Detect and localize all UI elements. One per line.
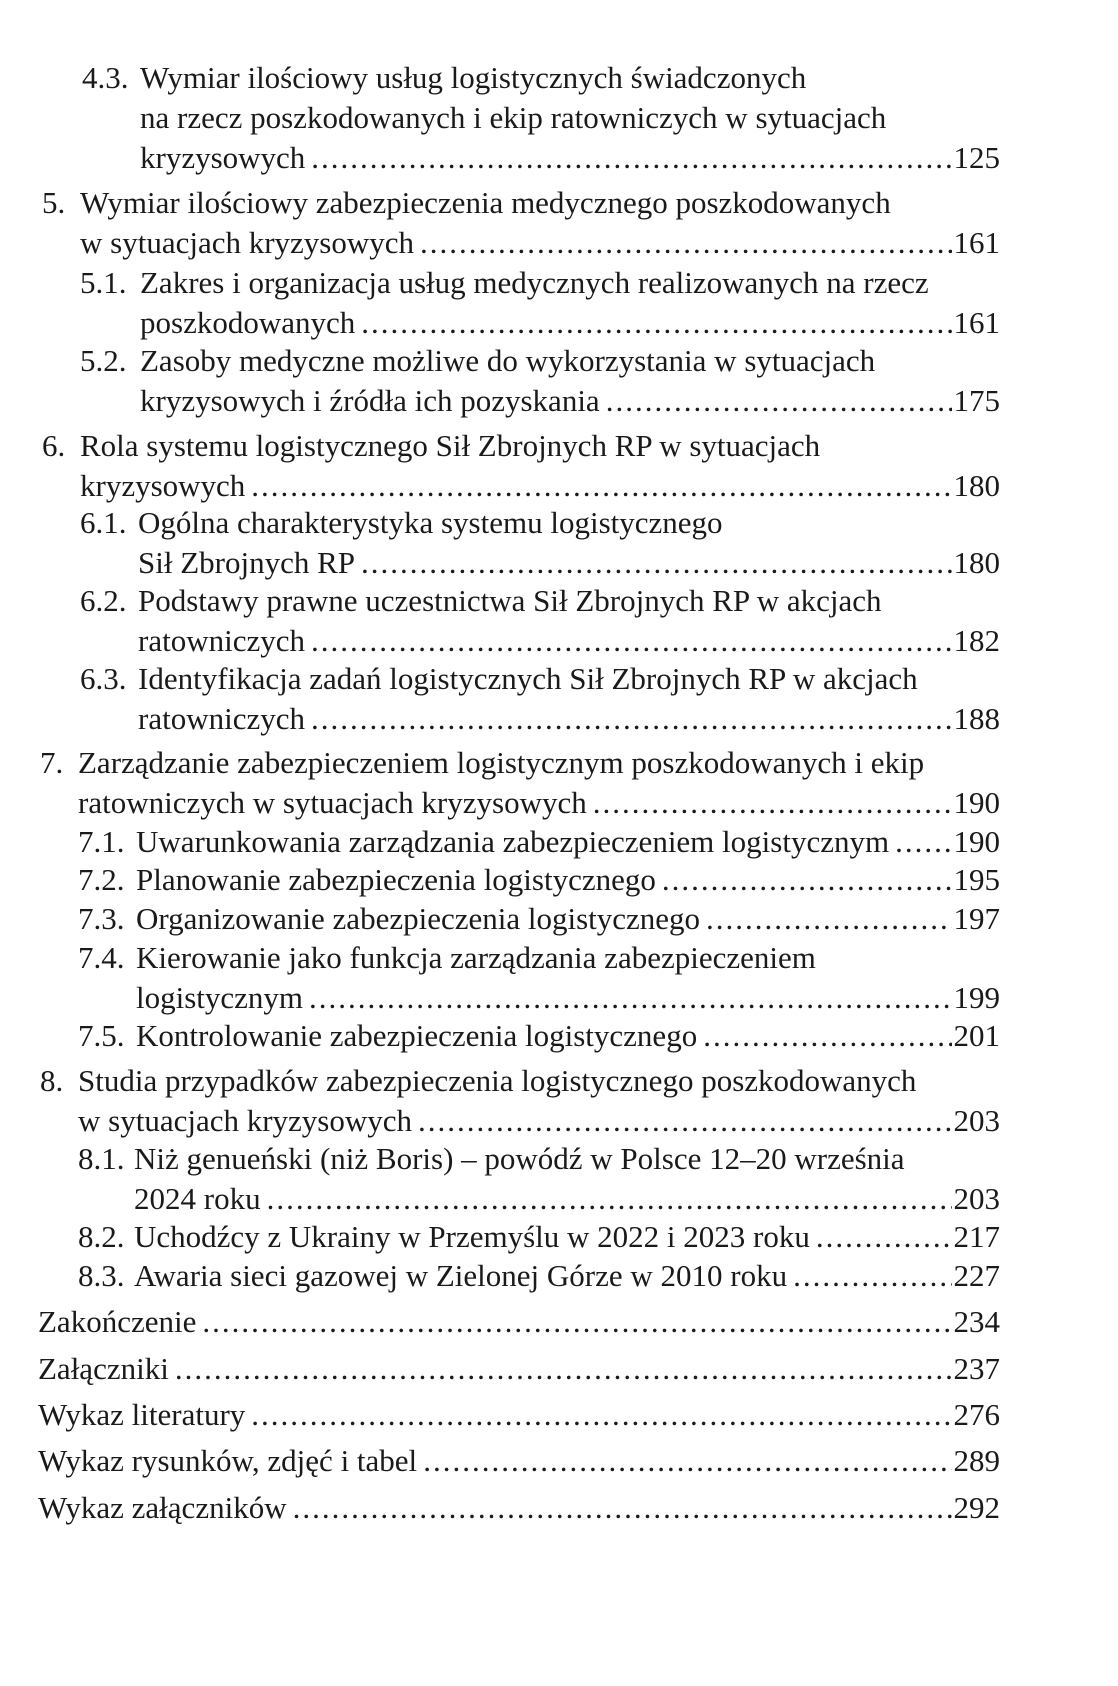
page-number: 217 bbox=[953, 1219, 1000, 1254]
toc-entry-wykaz-literatury[interactable] bbox=[0, 1395, 1118, 1435]
entry-number: 7.5. bbox=[78, 1018, 125, 1053]
entry-title-last-line: w sytuacjach kryzysowych bbox=[78, 1103, 413, 1138]
page-number: 180 bbox=[953, 545, 1000, 580]
page-number: 161 bbox=[953, 305, 1000, 340]
dot-leader bbox=[311, 138, 951, 178]
entry-title-last-line: Sił Zbrojnych RP bbox=[138, 545, 356, 580]
entry-title-last-line: Wykaz literatury bbox=[38, 1397, 246, 1432]
dot-leader bbox=[293, 1488, 952, 1528]
toc-entry-4-3[interactable] bbox=[0, 58, 1118, 178]
page-number: 195 bbox=[953, 862, 1000, 897]
page-number: 161 bbox=[953, 225, 1000, 260]
toc-entry-7-2[interactable] bbox=[0, 860, 1118, 900]
dot-leader bbox=[593, 783, 952, 823]
entry-title-line: Niż genueński (niż Boris) – powódź w Polsce 12–20 września bbox=[134, 1141, 905, 1176]
entry-title-last-line: logistycznym bbox=[136, 980, 304, 1015]
entry-title-last-line: Załączniki bbox=[38, 1351, 169, 1386]
entry-title-last-line: 2024 roku bbox=[134, 1181, 261, 1216]
entry-title-last-line: Planowanie zabezpieczenia logistycznego bbox=[136, 862, 656, 897]
entry-title-line: Rola systemu logistycznego Sił Zbrojnych RP w sytuacjach bbox=[80, 428, 821, 463]
dot-leader bbox=[703, 1016, 951, 1056]
entry-number: 7.2. bbox=[78, 862, 125, 897]
page-number: 289 bbox=[953, 1443, 1000, 1478]
entry-title-last-line: poszkodowanych bbox=[140, 305, 356, 340]
entry-number: 6.1. bbox=[80, 505, 127, 540]
page-number: 180 bbox=[953, 468, 1000, 503]
toc-entry-7-4[interactable] bbox=[0, 938, 1118, 1018]
entry-number: 5.2. bbox=[80, 343, 127, 378]
entry-title-last-line: Organizowanie zabezpieczenia logistycznego bbox=[136, 901, 701, 936]
entry-number: 7.3. bbox=[78, 901, 125, 936]
entry-title-last-line: Zakończenie bbox=[38, 1304, 197, 1339]
toc-entry-5[interactable] bbox=[0, 183, 1118, 263]
entry-title-last-line: kryzysowych bbox=[80, 468, 246, 503]
page-number: 197 bbox=[953, 901, 1000, 936]
dot-leader bbox=[311, 699, 952, 739]
dot-leader bbox=[606, 381, 952, 421]
entry-title-last-line: ratowniczych w sytuacjach kryzysowych bbox=[78, 785, 587, 820]
toc-entry-zalaczniki[interactable] bbox=[0, 1349, 1118, 1389]
entry-title-line: Wymiar ilościowy zabezpieczenia medycznego poszkodowanych bbox=[80, 185, 891, 220]
page-number: 125 bbox=[953, 140, 1000, 175]
page-number: 190 bbox=[953, 785, 1000, 820]
toc-entry-6-1[interactable] bbox=[0, 503, 1118, 583]
dot-leader bbox=[420, 223, 951, 263]
entry-title-last-line: ratowniczych bbox=[138, 701, 305, 736]
page-number: 190 bbox=[953, 824, 1000, 859]
page-number: 292 bbox=[953, 1490, 1000, 1525]
entry-number: 4.3. bbox=[82, 60, 129, 95]
toc-entry-wykaz-rysunkow[interactable] bbox=[0, 1441, 1118, 1481]
toc-entry-8-3[interactable] bbox=[0, 1256, 1118, 1296]
dot-leader bbox=[309, 978, 951, 1018]
entry-title-line: Ogólna charakterystyka systemu logistycznego bbox=[138, 505, 723, 540]
entry-title-line: Zasoby medyczne możliwe do wykorzystania w sytuacjach bbox=[140, 343, 876, 378]
entry-title-last-line: Wykaz rysunków, zdjęć i tabel bbox=[38, 1443, 418, 1478]
page-number: 227 bbox=[953, 1258, 1000, 1293]
entry-number: 8.2. bbox=[78, 1219, 125, 1254]
entry-title-line: Zarządzanie zabezpieczeniem logistycznym poszkodowanych i ekip bbox=[78, 745, 925, 780]
entry-title-last-line: ratowniczych bbox=[138, 623, 305, 658]
toc-entry-zakonczenie[interactable] bbox=[0, 1302, 1118, 1342]
toc-entry-7-3[interactable] bbox=[0, 899, 1118, 939]
entry-title-last-line: Uwarunkowania zarządzania zabezpieczeniem logistycznym bbox=[136, 824, 890, 859]
entry-title-last-line: Kontrolowanie zabezpieczenia logistycznego bbox=[136, 1018, 698, 1053]
dot-leader bbox=[202, 1302, 951, 1342]
entry-title-line: Kierowanie jako funkcja zarządzania zabezpieczeniem bbox=[136, 940, 816, 975]
dot-leader bbox=[423, 1441, 951, 1481]
entry-number: 7.4. bbox=[78, 940, 125, 975]
dot-leader bbox=[175, 1349, 952, 1389]
entry-title-line: Zakres i organizacja usług medycznych realizowanych na rzecz bbox=[140, 265, 929, 300]
dot-leader bbox=[418, 1101, 951, 1141]
entry-title-last-line: Uchodźcy z Ukrainy w Przemyślu w 2022 i 2023 roku bbox=[134, 1219, 810, 1254]
dot-leader bbox=[361, 303, 951, 343]
toc-entry-5-2[interactable] bbox=[0, 341, 1118, 421]
page-number: 188 bbox=[953, 701, 1000, 736]
page-number: 175 bbox=[953, 383, 1000, 418]
entry-number: 8. bbox=[40, 1063, 64, 1098]
entry-number: 7.1. bbox=[78, 824, 125, 859]
entry-number: 7. bbox=[40, 745, 64, 780]
dot-leader bbox=[267, 1179, 952, 1219]
entry-title-line: Wymiar ilościowy usług logistycznych świadczonych bbox=[140, 60, 807, 95]
entry-title-last-line: w sytuacjach kryzysowych bbox=[80, 225, 415, 260]
dot-leader bbox=[311, 621, 952, 661]
page-number: 182 bbox=[953, 623, 1000, 658]
dot-leader bbox=[662, 860, 952, 900]
toc-entry-8[interactable] bbox=[0, 1061, 1118, 1141]
entry-title-last-line: Wykaz załączników bbox=[38, 1490, 287, 1525]
entry-number: 6.2. bbox=[80, 583, 127, 618]
entry-number: 5. bbox=[42, 185, 66, 220]
dot-leader bbox=[361, 543, 951, 583]
dot-leader bbox=[793, 1256, 951, 1296]
dot-leader bbox=[895, 822, 951, 862]
toc-entry-6-3[interactable] bbox=[0, 659, 1118, 739]
entry-number: 6.3. bbox=[80, 661, 127, 696]
toc-entry-6-2[interactable] bbox=[0, 581, 1118, 661]
page-number: 203 bbox=[953, 1103, 1000, 1138]
entry-title-line: Podstawy prawne uczestnictwa Sił Zbrojnych RP w akcjach bbox=[138, 583, 882, 618]
entry-title-line: Studia przypadków zabezpieczenia logistycznego poszkodowanych bbox=[78, 1063, 917, 1098]
dot-leader bbox=[251, 466, 951, 506]
page-number: 201 bbox=[953, 1018, 1000, 1053]
entry-title-last-line: kryzysowych i źródła ich pozyskania bbox=[140, 383, 600, 418]
entry-title-last-line: kryzysowych bbox=[140, 140, 306, 175]
page-number: 203 bbox=[953, 1181, 1000, 1216]
toc-entry-7-5[interactable] bbox=[0, 1016, 1118, 1056]
entry-number: 5.1. bbox=[80, 265, 127, 300]
page-number: 234 bbox=[953, 1304, 1000, 1339]
dot-leader bbox=[251, 1395, 951, 1435]
page-number: 276 bbox=[953, 1397, 1000, 1432]
entry-number: 8.1. bbox=[78, 1141, 125, 1176]
dot-leader bbox=[706, 899, 951, 939]
entry-number: 8.3. bbox=[78, 1258, 125, 1293]
entry-title-line: na rzecz poszkodowanych i ekip ratowniczych w sytuacjach bbox=[140, 100, 887, 135]
dot-leader bbox=[816, 1217, 952, 1257]
page-number: 199 bbox=[953, 980, 1000, 1015]
toc-entry-5-1[interactable] bbox=[0, 263, 1118, 343]
page-number: 237 bbox=[953, 1351, 1000, 1386]
toc-entry-7-1[interactable] bbox=[0, 822, 1118, 862]
entry-title-line: Identyfikacja zadań logistycznych Sił Zbrojnych RP w akcjach bbox=[138, 661, 918, 696]
toc-entry-8-2[interactable] bbox=[0, 1217, 1118, 1257]
toc-entry-7[interactable] bbox=[0, 743, 1118, 823]
toc-entry-wykaz-zalacznikow[interactable] bbox=[0, 1488, 1118, 1528]
entry-number: 6. bbox=[42, 428, 66, 463]
entry-title-last-line: Awaria sieci gazowej w Zielonej Górze w 2010 roku bbox=[134, 1258, 788, 1293]
toc-entry-6[interactable] bbox=[0, 426, 1118, 506]
toc-entry-8-1[interactable] bbox=[0, 1139, 1118, 1219]
